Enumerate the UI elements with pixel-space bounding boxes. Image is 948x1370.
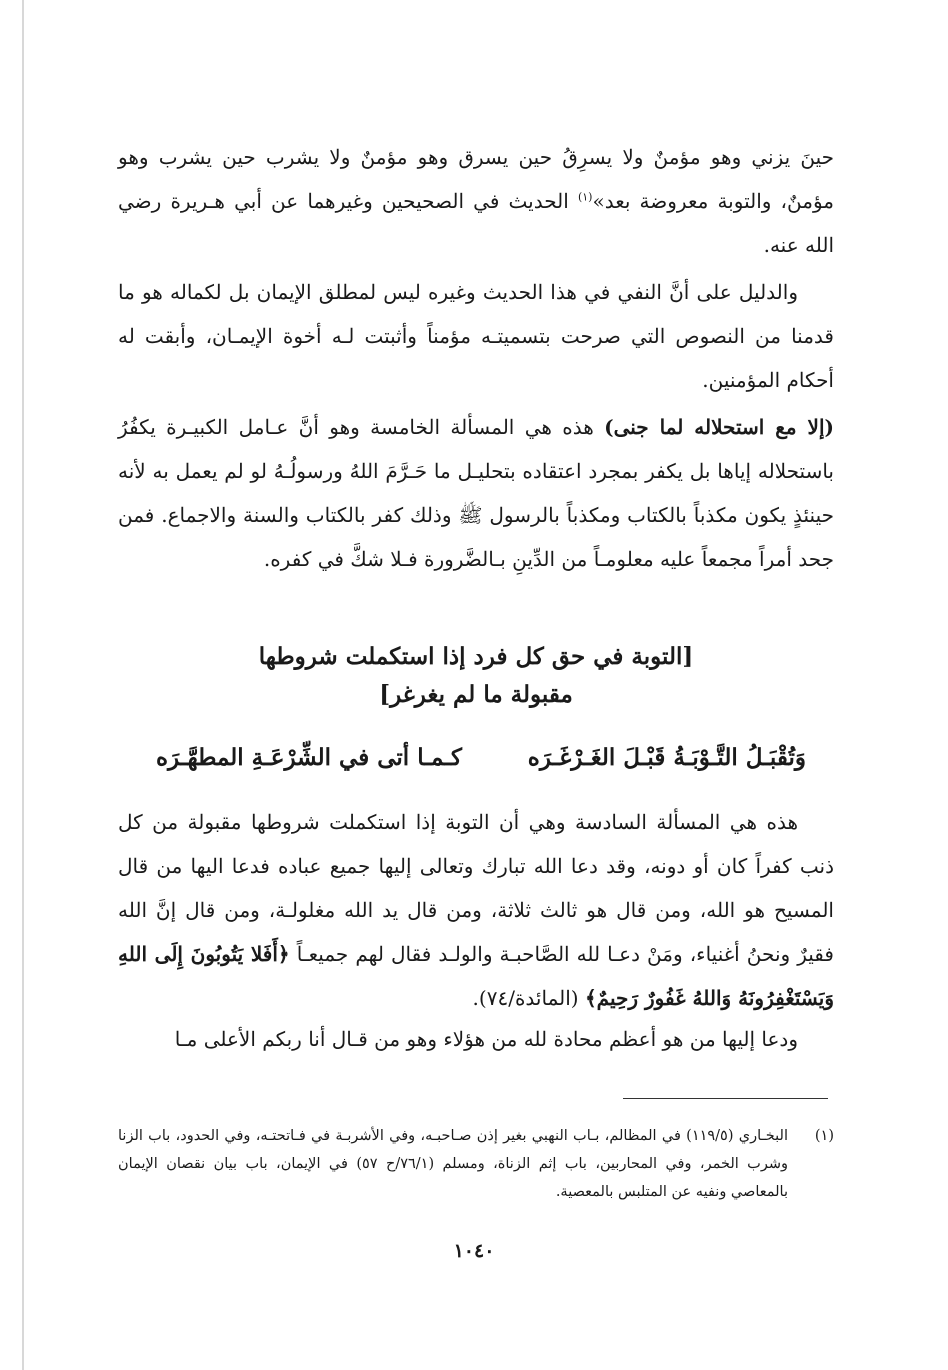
paragraph-4: [118, 800, 834, 1020]
page-edge-line: [22, 0, 24, 1370]
paragraph-2-text: والدليل على أنَّ النفي في هذا الحديث وغيره ليس لمطلق الإيمان بل لكماله هو ما قدمنا من النصوص التي صرحت بتسميتـه مؤمناً وأثبتت لـه أخوة الإيمـان، وأبقت له أحكام المؤمنين.: [118, 280, 834, 392]
paragraph-1-text-after: الحديث في الصحيحين وغيرهما عن أبي هـريرة رضي الله عنه.: [118, 189, 834, 257]
poem-verse: [118, 738, 834, 778]
verse-first-hemistich: وَتُقْبَـلُ التَّـوْبَـةُ قَبْـلَ الغَـرْغَـرَه: [527, 744, 806, 771]
paragraph-5: [118, 1017, 834, 1061]
footnote-number: (١): [814, 1128, 834, 1144]
footnote: [118, 1122, 834, 1206]
section-heading-line-1: [التوبة في حق كل فرد إذا استكملت شروطها: [258, 643, 694, 670]
footnote-divider: [623, 1098, 828, 1099]
footnote-reference[interactable]: (١): [577, 190, 593, 204]
verse-second-hemistich: كـمـا أتى في الشِّرْعَـةِ المطهَّـرَه: [156, 744, 462, 771]
quran-reference: (المائدة/٧٤).: [472, 986, 585, 1010]
paragraph-2: [118, 270, 834, 402]
paragraph-4-text: هذه هي المسألة السادسة وهي أن التوبة إذا استكملت شروطها مقبولة من كل ذنب كفراً كان أو دونه، وقد دعا الله تبارك وتعالى إليها جميع عباده فدعا اليها من قال المسيح هو الله، ومن قال هو ثالث ثلاثة، ومن قال يد الله مغلولـة، ومن قال إنَّ الله فقيرٌ ونحنُ أغنياء، ومَنْ دعـا لله الصَّاحبـة والولـد فقال لهم جميعـاً: [118, 810, 834, 966]
paragraph-1: [118, 135, 834, 267]
paragraph-3: [118, 405, 834, 581]
section-heading-line-2: مقبولة ما لم يغرغر]: [379, 681, 573, 708]
paragraph-5-text: ودعا إليها من هو أعظم محادة لله من هؤلاء وهو من قـال أنا ربكم الأعلى مـا: [174, 1027, 798, 1051]
page-number: ١٠٤٠: [453, 1240, 495, 1262]
footnote-text: البخـاري (١١٩/٥) في المظالم، بـاب النهبي بغير إذن صـاحبـه، وفي الأشربـة في فـاتحتـه، وفي الحدود، باب الزنا وشرب الخمر، وفي المحاربين، باب إثم الزناة، ومسلم (٧٦/١/ح ٥٧) في الإيمان، باب بيان نقصان الإيمان بالمعاصي ونفيه عن المتلبس بالمعصية.: [118, 1128, 788, 1200]
verse-quote-lead: (إلا مع استحلاله لما جنى): [604, 415, 834, 439]
paragraph-1-text: حينَ يزني وهو مؤمنٌ ولا يسرِقُ حين يسرق وهو مؤمنٌ ولا يشرب حين يشرب وهو مؤمنٌ، والتوبة معروضة بعد»: [118, 145, 834, 213]
paragraph-3-text: هذه هي المسألة الخامسة وهو أنَّ عـامل الكبيـرة يكفُرُ باستحلاله إياها بل يكفر بمجرد اعتقاده بتحليـل ما حَـرَّمَ اللهُ ورسولُـهُ لو لم يعمل به لأنه حينئذٍ يكون مكذباً بالكتاب ومكذباً بالرسول ﷺ وذلك كفر بالكتاب والسنة والاجماع. فمن جحد أمراً مجمعاً عليه معلومـاً من الدِّينِ بـالضَّرورة فـلا شكَّ في كفره.: [118, 415, 834, 571]
quran-quote: ﴿أَفَلا يَتُوبُونَ إِلَى اللهِ وَيَسْتَغْفِرُونَهُ وَاللهُ غَفُورٌ رَحِيمٌ﴾: [118, 942, 834, 1010]
section-heading: [118, 638, 834, 714]
